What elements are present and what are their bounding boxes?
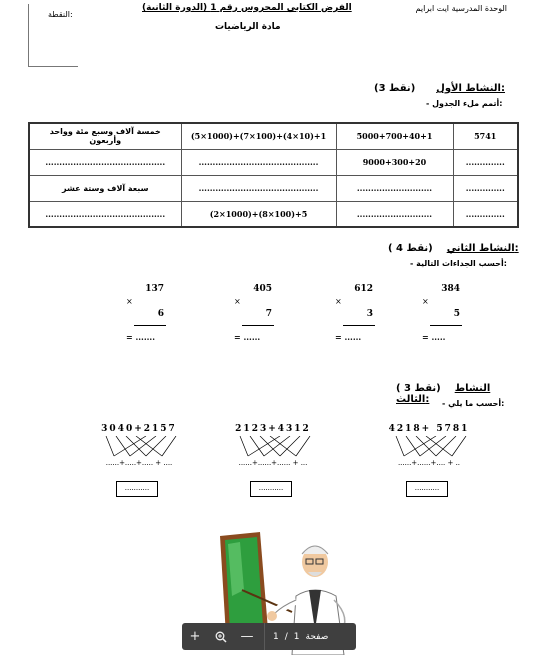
decomposition-lines: [384, 436, 474, 458]
multiplicand: 612: [354, 284, 373, 294]
table-row: [29, 175, 518, 201]
result-line: [343, 325, 375, 326]
add-button[interactable]: [182, 623, 208, 650]
times-sign: ×: [422, 297, 429, 306]
table-cell: سبعة آلاف وستة عشر: [29, 175, 181, 201]
total-pages: 1: [293, 631, 300, 642]
activity2-points: ( 4 نقط): [388, 243, 433, 254]
table-cell: ..............: [453, 201, 518, 227]
activity2-heading: [388, 243, 519, 254]
multiplier: 6: [157, 309, 164, 319]
table-cell: ..............: [453, 149, 518, 175]
table-cell: 5000+700+40+1: [336, 123, 453, 149]
activity1-points: (3 نقط): [374, 83, 416, 94]
result-blank: = ......: [234, 332, 261, 342]
zoom-in-button[interactable]: [208, 623, 234, 650]
school-name: الوحدة المدرسية ايت ابرايم: [415, 4, 507, 13]
activity1-heading: [374, 83, 505, 94]
addition-expression: 3040+2157: [101, 424, 177, 434]
subject-title: مادة الرياضيات: [215, 22, 281, 32]
table-cell: (2×1000)+(8×100)+5: [181, 201, 336, 227]
multiplier: 5: [453, 309, 460, 319]
zoom-out-button[interactable]: [234, 623, 260, 650]
table-cell: ...........................: [336, 201, 453, 227]
table-row: [29, 149, 518, 175]
result-line: [242, 325, 274, 326]
multiplier: 3: [366, 309, 373, 319]
table-cell: ...........................................: [29, 149, 181, 175]
decomposition-lines: [228, 436, 318, 458]
addition-expression: 2123+4312: [235, 424, 311, 434]
page-label: صفحة: [305, 631, 329, 642]
activity1-instruction: - أتمم ملء الجدول:: [426, 99, 503, 108]
activity3-instruction: - أحسب ما يلي:: [442, 399, 505, 408]
result-line: [430, 325, 462, 326]
pdf-toolbar: [182, 623, 356, 650]
plus-icon: +: [189, 629, 201, 644]
magnifier-plus-icon: [215, 631, 227, 643]
addition-problem: [228, 424, 318, 499]
addition-expression: 4218+ 5781: [388, 424, 470, 434]
table-row: [29, 123, 518, 149]
multiplicand: 405: [253, 284, 272, 294]
result-blank: = ......: [335, 332, 362, 342]
multiplier: 7: [265, 309, 272, 319]
addition-problem: [94, 424, 184, 499]
decomposition-blanks: ......+.....+..... + ....: [105, 459, 173, 467]
table-cell: خمسة آلاف وسبع مئة وواحد وأربعون: [29, 123, 181, 149]
table-cell: ...........................................: [29, 201, 181, 227]
table-cell: ...........................................: [181, 175, 336, 201]
times-sign: ×: [335, 297, 342, 306]
minus-icon: —: [240, 629, 254, 644]
addition-problem: [384, 424, 474, 499]
answer-box: ...........: [250, 481, 292, 497]
answer-box: ...........: [116, 481, 158, 497]
decomposition-lines: [94, 436, 184, 458]
table-cell: ...........................................: [181, 149, 336, 175]
document-page: [22, 0, 527, 655]
result-blank: = .....: [422, 332, 446, 342]
current-page[interactable]: 1: [273, 631, 279, 642]
activity3-title: النشاط الثالث:: [396, 383, 491, 405]
table-cell: 9000+300+20: [336, 149, 453, 175]
multiplicand: 137: [145, 284, 164, 294]
result-line: [134, 325, 166, 326]
page-separator: /: [284, 631, 288, 642]
answer-box: ...........: [406, 481, 448, 497]
page-indicator: [269, 632, 332, 642]
activity3-points: ( 3 نقط): [396, 383, 441, 394]
exam-title: الفرض الكتابي المحروس رقم 1 (الدورة الثانية): [142, 3, 352, 13]
table-cell: 5741: [453, 123, 518, 149]
table-cell: ...........................: [336, 175, 453, 201]
multiplication-problem: [335, 284, 373, 344]
activity2-title: النشاط الثاني:: [446, 243, 519, 254]
multiplicand: 384: [441, 284, 460, 294]
toolbar-divider: [264, 623, 265, 650]
decomposition-blanks: ......+......+...... + ...: [238, 459, 308, 467]
result-blank: = .......: [126, 332, 155, 342]
multiplication-problem: [422, 284, 460, 344]
table-row: [29, 201, 518, 227]
table-cell: (5×1000)+(7×100)+(4×10)+1: [181, 123, 336, 149]
multiplication-problem: [126, 284, 164, 344]
activity1-title: النشاط الأول:: [436, 83, 505, 94]
grade-label: النقطة:: [48, 10, 73, 19]
decomposition-blanks: ......+......+.... + ..: [397, 459, 461, 467]
table-cell: ..............: [453, 175, 518, 201]
times-sign: ×: [234, 297, 241, 306]
multiplication-problem: [234, 284, 272, 344]
times-sign: ×: [126, 297, 133, 306]
activity2-instruction: - أحسب الجداءات التالية:: [410, 259, 507, 268]
number-table: [28, 122, 519, 228]
